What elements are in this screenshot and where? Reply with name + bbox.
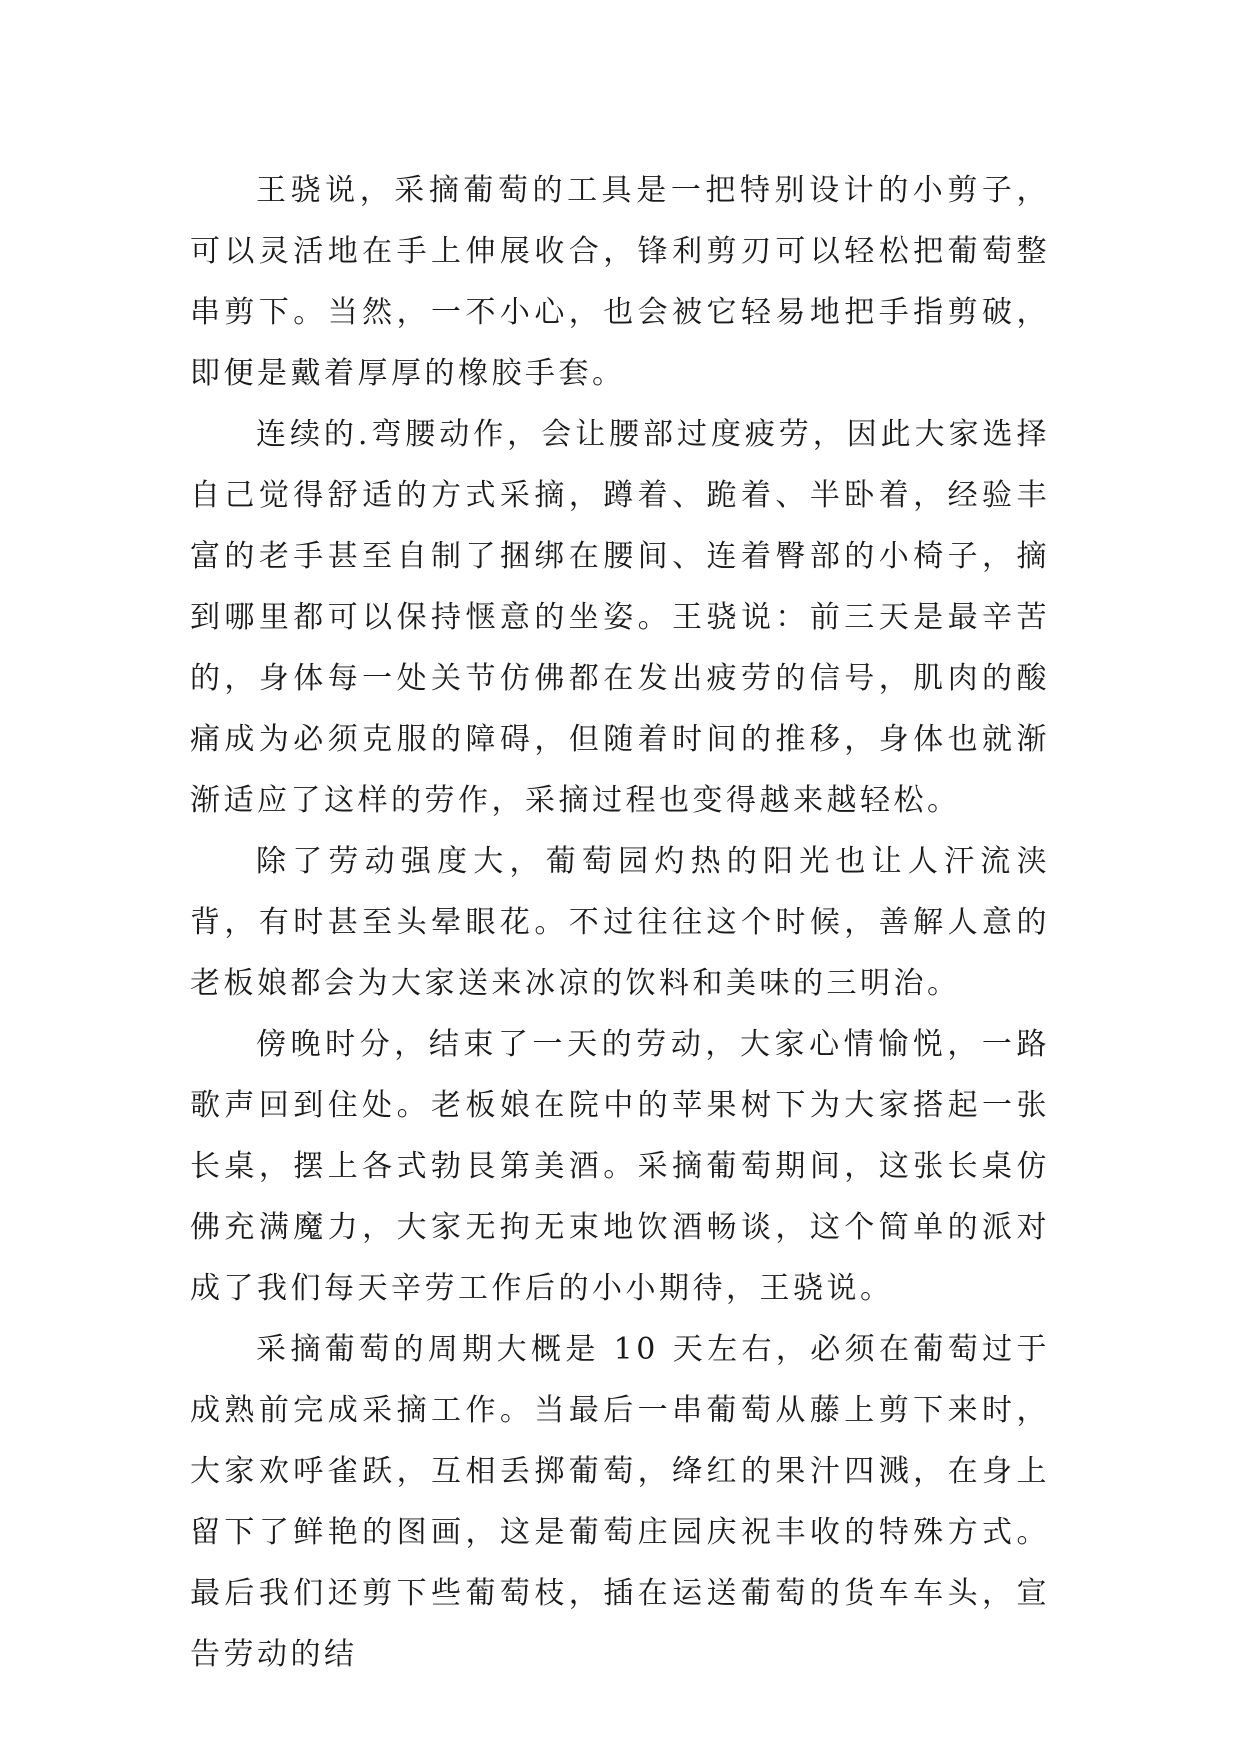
paragraph-1: 王骁说，采摘葡萄的工具是一把特别设计的小剪子，可以灵活地在手上伸展收合，锋利剪刃可以轻松把葡萄整串剪下。当然，一不小心，也会被它轻易地把手指剪破，即便是戴着厚厚的橡胶手套。 — [190, 173, 1050, 391]
paragraph-5: 采摘葡萄的周期大概是 10 天左右，必须在葡萄过于成熟前完成采摘工作。当最后一串葡萄从藤上剪下来时，大家欢呼雀跃，互相丢掷葡萄，绛红的果汁四溅，在身上留下了鲜艳的图画，这是葡萄庄园庆祝丰收的特殊方式。最后我们还剪下些葡萄枝，插在运送葡萄的货车车头，宣告劳动的结 — [190, 1332, 1050, 1672]
paragraph-2: 连续的.弯腰动作，会让腰部过度疲劳，因此大家选择自己觉得舒适的方式采摘，蹲着、跪着、半卧着，经验丰富的老手甚至自制了捆绑在腰间、连着臀部的小椅子，摘到哪里都可以保持惬意的坐姿。王骁说：前三天是最辛苦的，身体每一处关节仿佛都在发出疲劳的信号，肌肉的酸痛成为必须克服的障碍，但随着时间的推移，身体也就渐渐适应了这样的劳作，采摘过程也变得越来越轻松。 — [190, 417, 1050, 818]
paragraph-4: 傍晚时分，结束了一天的劳动，大家心情愉悦，一路歌声回到住处。老板娘在院中的苹果树下为大家搭起一张长桌，摆上各式勃艮第美酒。采摘葡萄期间，这张长桌仿佛充满魔力，大家无拘无束地饮酒畅谈，这个简单的派对成了我们每天辛劳工作后的小小期待，王骁说。 — [190, 1027, 1050, 1306]
paragraph-3: 除了劳动强度大，葡萄园灼热的阳光也让人汗流浃背，有时甚至头晕眼花。不过往往这个时候，善解人意的老板娘都会为大家送来冰凉的饮料和美味的三明治。 — [190, 844, 1050, 1001]
body-text — [190, 160, 1050, 1685]
